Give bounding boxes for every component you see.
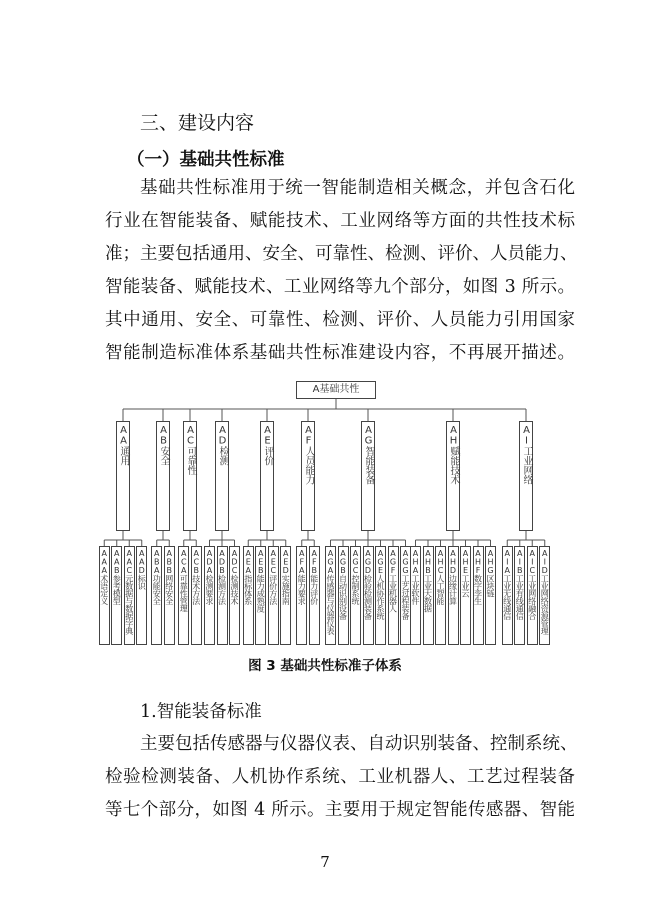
standard-leaf-node: ADC检测技术 [229, 546, 240, 645]
standard-leaf-node: AIB工业有线通信 [514, 546, 525, 645]
standard-leaf-node: AHA工业软件 [410, 546, 421, 645]
standard-leaf-node: AHB工业大数据 [423, 546, 434, 645]
standard-leaf-node: AAB参考模型 [111, 546, 122, 645]
standard-leaf-node: AGE人机协作系统 [375, 546, 386, 645]
standard-leaf-node: AGA传感器与仪器仪表 [325, 546, 336, 645]
subsection-heading: （一）基础共性标准 [127, 150, 285, 170]
page-number: 7 [320, 853, 330, 871]
standard-leaf-node: AHC人工智能 [435, 546, 446, 645]
standard-leaf-node: ACA可靠性管理 [178, 546, 189, 645]
standard-leaf-node: AID工业网络资源管理 [539, 546, 550, 645]
standard-leaf-node: AHG区块链 [485, 546, 496, 645]
category-node: AC可靠性 [183, 421, 197, 531]
standard-leaf-node: AGD检验检测装备 [363, 546, 374, 645]
standard-leaf-node: AGG工艺过程装备 [400, 546, 411, 645]
standard-leaf-node: AHE工业云 [460, 546, 471, 645]
standard-leaf-node: AAC元数据与数据字典 [124, 546, 135, 645]
standard-leaf-node: AHF数字孪生 [473, 546, 484, 645]
standard-leaf-node: AHD边缘计算 [448, 546, 459, 645]
standard-leaf-node: ABA功能安全 [151, 546, 162, 645]
root-node: A基础共性 [296, 381, 376, 399]
standard-leaf-node: AEB能力成熟度 [255, 546, 266, 645]
standard-leaf-node: ABB网络安全 [164, 546, 175, 645]
paragraph-line: 主要包括传感器与仪器仪表、自动识别装备、控制系统、 [140, 734, 578, 754]
standard-leaf-node: AGF工业机器人 [388, 546, 399, 645]
standard-leaf-node: ADA检测要求 [204, 546, 215, 645]
standard-leaf-node: AIC工业网络融合 [527, 546, 538, 645]
paragraph-line: 其中通用、安全、可靠性、检测、评价、人员能力引用国家 [105, 310, 575, 330]
paragraph-line: 准；主要包括通用、安全、可靠性、检测、评价、人员能力、 [105, 244, 578, 264]
standard-leaf-node: AAD标识 [136, 546, 147, 645]
category-node: AF人员能力 [301, 421, 315, 531]
section-heading: 三、建设内容 [140, 112, 255, 134]
standard-leaf-node: AAA术语定义 [99, 546, 110, 645]
paragraph-line: 检验检测装备、人机协作系统、工业机器人、工艺过程装备 [105, 767, 575, 787]
category-node: AB安全 [156, 421, 170, 531]
figure-caption: 图 3 基础共性标准子体系 [248, 658, 402, 674]
paragraph-line: 等七个部分，如图 4 所示。主要用于规定智能传感器、智能 [105, 800, 575, 820]
section-title: 1.智能装备标准 [140, 702, 262, 722]
paragraph-line: 行业在智能装备、赋能技术、工业网络等方面的共性技术标 [105, 211, 575, 231]
category-node: AI工业网络 [519, 421, 533, 531]
standard-leaf-node: AGB自动识别设备 [338, 546, 349, 645]
category-node: AD检测 [215, 421, 229, 531]
standard-leaf-node: AED实施指南 [280, 546, 291, 645]
standard-leaf-node: AFB能力评价 [309, 546, 320, 645]
paragraph-line: 智能制造标准体系基础共性标准建设内容，不再展开描述。 [105, 343, 575, 363]
standard-leaf-node: ADB检测方法 [217, 546, 228, 645]
standard-leaf-node: ACB技术方法 [191, 546, 202, 645]
category-node: AA通用 [116, 421, 130, 531]
paragraph-line: 基础共性标准用于统一智能制造相关概念，并包含石化 [140, 178, 575, 198]
standard-leaf-node: AGC控制系统 [350, 546, 361, 645]
standard-leaf-node: AEA指标体系 [243, 546, 254, 645]
category-node: AG智能装备 [361, 421, 375, 531]
standard-leaf-node: AEC评价方法 [268, 546, 279, 645]
category-node: AH赋能技术 [446, 421, 460, 531]
standard-leaf-node: AFA能力要求 [296, 546, 307, 645]
standard-leaf-node: AIA工业无线通信 [502, 546, 513, 645]
category-node: AE评价 [260, 421, 274, 531]
paragraph-line: 智能装备、赋能技术、工业网络等九个部分，如图 3 所示。 [105, 277, 575, 297]
